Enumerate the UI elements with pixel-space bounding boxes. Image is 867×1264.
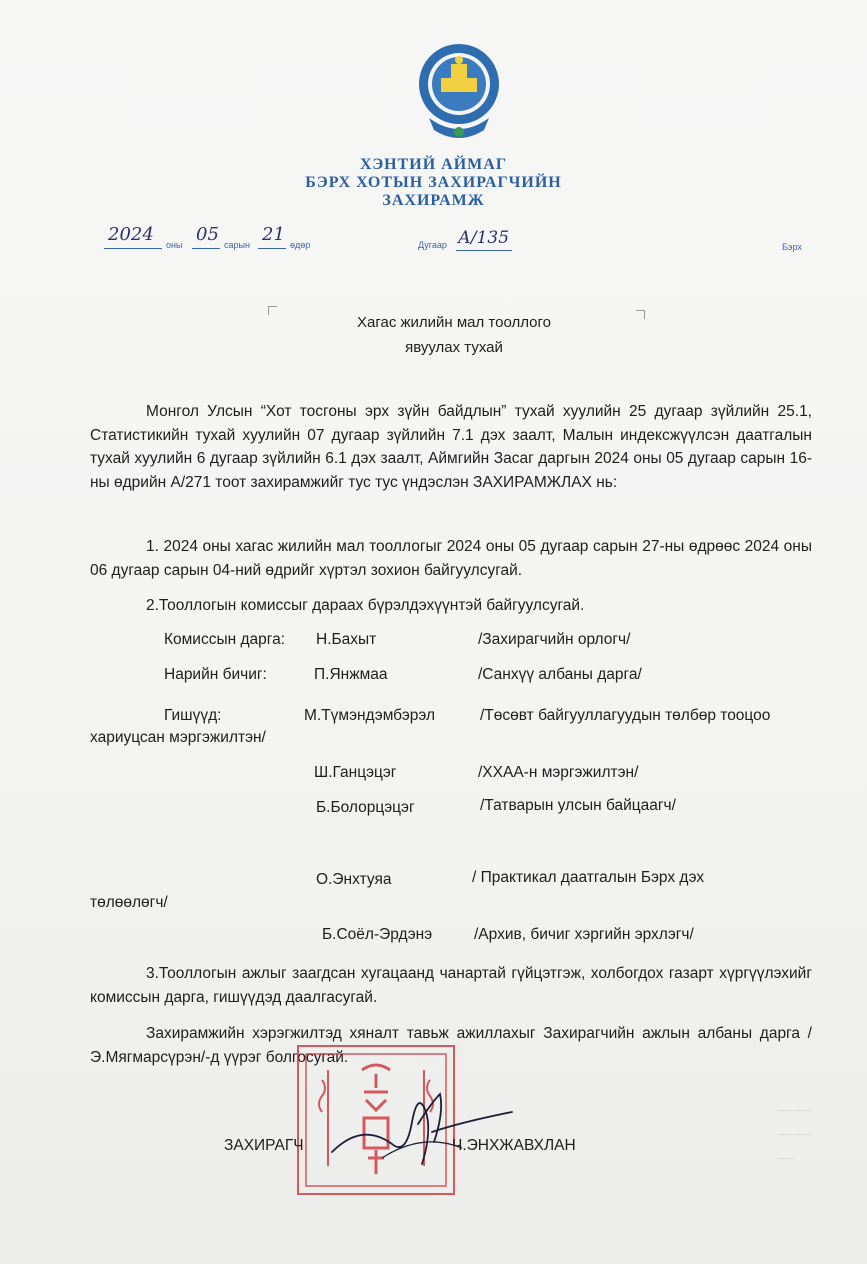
- member-4-role-cont: төлөөлөгч/: [90, 894, 168, 911]
- state-emblem-icon: [414, 40, 504, 148]
- member-5-name: Б.Соёл-Эрдэнэ: [322, 926, 433, 943]
- document-number: А/135: [458, 228, 510, 248]
- item-2-paragraph: 2.Тооллогын комиссыг дараах бүрэлдэхүүнтэй байгуулсугай.: [146, 597, 585, 614]
- header-office: БЭРХ ХОТЫН ЗАХИРАГЧИЙН: [305, 174, 562, 191]
- member-5-role: /Архив, бичиг хэргийн эрхлэгч/: [474, 926, 694, 943]
- member-1-role-cont: хариуцсан мэргэжилтэн/: [90, 729, 266, 746]
- date-year: 2024: [108, 224, 154, 245]
- member-3-role: /Татварын улсын байцаагч/: [480, 797, 676, 814]
- signatory-title: ЗАХИРАГЧ: [224, 1137, 304, 1154]
- member-2-role: /ХХАА-н мэргэжилтэн/: [478, 764, 639, 781]
- month-label: сарын: [224, 240, 250, 250]
- member-1-name: М.Түмэндэмбэрэл: [304, 707, 436, 724]
- member-1-role: /Төсөвт байгууллагуудын төлбөр тооцоо: [480, 707, 771, 724]
- chair-name: Н.Бахыт: [316, 631, 377, 648]
- member-4-role: / Практикал даатгалын Бэрх дэх: [472, 869, 705, 886]
- date-day: 21: [262, 224, 285, 245]
- secretary-label: Нарийн бичиг:: [164, 666, 267, 683]
- document-page: ХЭНТИЙ АЙМАГ БЭРХ ХОТЫН ЗАХИРАГЧИЙН ЗАХИРАМЖ 2024 оны 05 сарын 21 өдөр Дугаар А/135 Бэрх Хагас жилийн мал тооллого явуулах тухай Монгол Улсын “Хот тосгоны эрх зүйн байдлын” тухай хуулийн 25 дугаар зүйлийн 25.1, Статистикийн тухай хуулийн 07 дугаар зүйлийн 7.1 дэх заалт, Малын индексжүүлсэн даатгалын тухай хуулийн 6 дугаар зүйлийн 6.1 дэх заалт, Аймгийн Засаг даргын 2024 оны 05 дугаар сарын 16-ны өдрийн А/271 тоот захирамжийг тус тус үндэслэн ЗАХИРАМЖЛАХ нь: 1. 2024 оны хагас жилийн мал тооллогыг 2024 оны 05 дугаар сарын 27-ны өдрөөс 2024 оны 06 дугаар сарын 04-ний өдрийг хүртэл зохион байгуулсугай. 2.Тооллогын комиссыг дараах бүрэлдэхүүнтэй байгуулсугай. Комиссын дарга: Н.Бахыт /Захирагчийн орлогч/ Нарийн бичиг: П.Янжмаа /Санхүү албаны дарга/ Гишүүд: М.Түмэндэмбэрэл /Төсөвт байгууллагуудын төлбөр тооцоо хариуцсан мэргэжилтэн/ Ш.Ганцэцэг /ХХАА-н мэргэжилтэн/ Б.Болорцэцэг /Татварын улсын байцаагч/ О.Энхтуяа / Практикал даатгалын Бэрх дэх төлөөлөгч/ Б.Соёл-Эрдэнэ /Архив, бичиг хэргийн эрхлэгч/ 3.Тооллогын ажлыг заагдсан хугацаанд чанартай гүйцэтгэж, холбогдох газарт хүргүүлэхийг комиссын дарга, гишүүдэд даалгасугай. Захирамжийн хэрэгжилтэд хяналт тавьж ажиллахыг Захирагчийн ажлын албаны дарга /Э.Мягмарсүрэн/-д үүрэг болгосугай. —— —— —— —— —— ЗАХИРАГЧ Ч.ЭНХЖАВХЛАН: [0, 0, 867, 1264]
- date-month: 05: [196, 224, 219, 245]
- secretary-role: /Санхүү албаны дарга/: [478, 666, 642, 683]
- day-label: өдөр: [290, 240, 311, 250]
- place-label: Бэрх: [782, 242, 802, 252]
- member-3-name: Б.Болорцэцэг: [316, 799, 415, 816]
- members-label: Гишүүд:: [164, 707, 222, 724]
- chair-role: /Захирагчийн орлогч/: [478, 631, 631, 648]
- header-doc-type: ЗАХИРАМЖ: [382, 192, 485, 209]
- handwritten-signature: [322, 1072, 522, 1172]
- title-line-1: Хагас жилийн мал тооллого: [356, 314, 551, 331]
- control-paragraph: Захирамжийн хэрэгжилтэд хяналт тавьж ажиллахыг Захирагчийн ажлын албаны дарга /Э.Мягмарсүрэн/-д үүрэг болгосугай.: [90, 1025, 812, 1066]
- member-2-name: Ш.Ганцэцэг: [314, 764, 397, 781]
- member-4-name: О.Энхтуяа: [316, 871, 392, 888]
- number-label: Дугаар: [418, 240, 447, 250]
- secretary-name: П.Янжмаа: [314, 666, 388, 683]
- chair-label: Комиссын дарга:: [164, 631, 285, 648]
- item-3-paragraph: 3.Тооллогын ажлыг заагдсан хугацаанд чанартай гүйцэтгэж, холбогдох газарт хүргүүлэхийг комиссын дарга, гишүүдэд даалгасугай.: [90, 965, 812, 1006]
- item-1-paragraph: 1. 2024 оны хагас жилийн мал тооллогыг 2024 оны 05 дугаар сарын 27-ны өдрөөс 2024 оны 06 дугаар сарын 04-ний өдрийг хүртэл зохион байгуулсугай.: [90, 538, 812, 579]
- year-label: оны: [166, 240, 183, 250]
- preamble-paragraph: Монгол Улсын “Хот тосгоны эрх зүйн байдлын” тухай хуулийн 25 дугаар зүйлийн 25.1, Статистикийн тухай хуулийн 07 дугаар зүйлийн 7.1 дэх заалт, Малын индексжүүлсэн даатгалын тухай хуулийн 6 дугаар зүйлийн 6.1 дэх заалт, Аймгийн Засаг даргын 2024 оны 05 дугаар сарын 16-ны өдрийн А/271 тоот захирамжийг тус тус үндэслэн ЗАХИРАМЖЛАХ нь:: [90, 403, 812, 491]
- signatory-name: Ч.ЭНХЖАВХЛАН: [452, 1137, 576, 1154]
- header-province: ХЭНТИЙ АЙМАГ: [359, 156, 508, 173]
- title-line-2: явуулах тухай: [405, 339, 503, 356]
